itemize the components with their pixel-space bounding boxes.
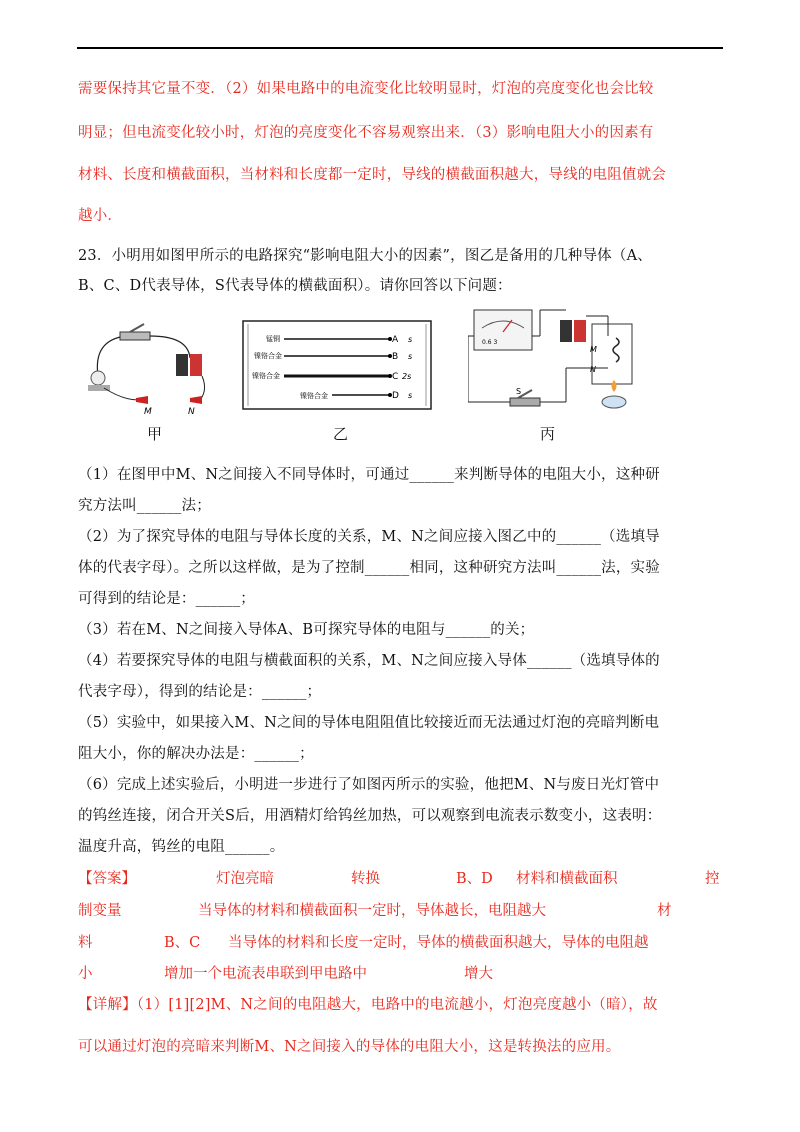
detail-line-1: 【详解】（1）[1][2]M、N之间的电阻越大，电路中的电流越小，灯泡亮度越小（暗），故 bbox=[78, 997, 658, 1013]
wire-C-name: 镍铬合金 bbox=[252, 372, 280, 380]
answer-5a: 控 bbox=[705, 871, 720, 887]
sub-q-line-5: 可得到的结论是：______； bbox=[78, 591, 255, 607]
intro-line-2: 明显；但电流变化较小时，灯泡的亮度变化不容易观察出来．（3）影响电阻大小的因素有 bbox=[78, 125, 654, 141]
wire-C-area: 2s bbox=[402, 372, 412, 381]
figure-jia-label: 甲 bbox=[147, 425, 163, 443]
figure-jia bbox=[78, 318, 218, 418]
answer-7a: 材 bbox=[657, 903, 672, 919]
wire-B-name: 镍铬合金 bbox=[254, 352, 282, 360]
sub-q-line-4: 体的代表字母）。之所以这样做，是为了控制______相同，这种研究方法叫______法，实验 bbox=[78, 560, 660, 576]
wire-A-area: s bbox=[408, 335, 413, 344]
sub-q-line-1: （1）在图甲中M、N之间接入不同导体时，可通过______来判断导体的电阻大小，这种研 bbox=[78, 467, 660, 483]
answer-4: 材料和横截面积 bbox=[516, 871, 618, 887]
wire-D-letter: D bbox=[392, 391, 399, 401]
label-N: N bbox=[188, 407, 195, 417]
answer-9b: 小 bbox=[78, 966, 93, 982]
intro-line-4: 越小． bbox=[78, 208, 123, 224]
wire-A-letter: A bbox=[392, 335, 399, 345]
answer-7b: 料 bbox=[78, 935, 93, 951]
sub-q-line-8: 代表字母），得到的结论是：______； bbox=[78, 684, 322, 700]
figure-yi-label: 乙 bbox=[333, 425, 349, 443]
answer-3: B、D bbox=[456, 871, 493, 887]
intro-line-3: 材料、长度和横截面积，当材料和长度都一定时，导线的横截面积越大，导线的电阻值就会 bbox=[78, 167, 666, 183]
sub-q-line-9: （5）实验中，如果接入M、N之间的导体电阻阻值比较接近而无法通过灯泡的亮暗判断电 bbox=[78, 715, 660, 731]
wire-B-letter: B bbox=[392, 352, 399, 362]
answer-1: 灯泡亮暗 bbox=[216, 871, 274, 887]
sub-q-line-10: 阻大小，你的解决办法是：______； bbox=[78, 746, 314, 762]
wire-B-area: s bbox=[408, 352, 413, 361]
intro-line-1: 需要保持其它量不变．（2）如果电路中的电流变化比较明显时，灯泡的亮度变化也会比较 bbox=[78, 81, 654, 97]
meter-reading: 0.6 3 bbox=[482, 339, 498, 346]
wire-D-name: 镍铬合金 bbox=[300, 392, 328, 400]
sub-q-line-13: 温度升高，钨丝的电阻______。 bbox=[78, 839, 285, 855]
bing-label-M: M bbox=[590, 345, 597, 354]
answer-tag: 【答案】 bbox=[78, 871, 136, 887]
sub-q-line-2: 究方法叫______法； bbox=[78, 498, 211, 514]
label-M: M bbox=[144, 407, 152, 417]
detail-line-2: 可以通过灯泡的亮暗来判断M、N之间接入的导体的电阻大小，这是转换法的应用。 bbox=[78, 1039, 621, 1055]
figure-bing bbox=[468, 306, 638, 412]
sub-q-line-12: 的钨丝连接，闭合开关S后，用酒精灯给钨丝加热，可以观察到电流表示数变小，这表明： bbox=[78, 808, 662, 824]
sub-q-line-11: （6）完成上述实验后，小明进一步进行了如图丙所示的实验，他把M、N与废日光灯管中 bbox=[78, 777, 660, 793]
question-line-2: B、C、D代表导体，S代表导体的横截面积）。请你回答以下问题： bbox=[78, 278, 512, 294]
answer-2: 转换 bbox=[351, 871, 380, 887]
sub-q-line-6: （3）若在M、N之间接入导体A、B可探究导体的电阻与______的关； bbox=[78, 622, 535, 638]
answer-6: 当导体的材料和横截面积一定时，导体越长，电阻越大 bbox=[198, 903, 546, 919]
sub-q-line-7: （4）若要探究导体的电阻与横截面积的关系，M、N之间应接入导体______（选填导体的 bbox=[78, 653, 660, 669]
answer-8: B、C bbox=[164, 935, 201, 951]
figure-bing-label: 丙 bbox=[540, 425, 556, 443]
answer-9: 当导体的材料和长度一定时，导体的横截面积越大，导体的电阻越 bbox=[228, 935, 649, 951]
answer-11: 增大 bbox=[464, 966, 493, 982]
answer-5b: 制变量 bbox=[78, 903, 122, 919]
bing-label-N: N bbox=[590, 365, 596, 374]
sub-q-line-3: （2）为了探究导体的电阻与导体长度的关系，M、N之间应接入图乙中的______（选填导 bbox=[78, 529, 660, 545]
question-line-1: 23．小明用如图甲所示的电路探究“影响电阻大小的因素”，图乙是备用的几种导体（A、 bbox=[78, 248, 652, 264]
answer-10: 增加一个电流表串联到甲电路中 bbox=[164, 966, 367, 982]
header-rule bbox=[77, 47, 723, 49]
wire-A-name: 锰铜 bbox=[266, 335, 280, 343]
switch-label-S: S bbox=[516, 387, 522, 396]
wire-C-letter: C bbox=[392, 372, 399, 382]
wire-D-area: s bbox=[408, 391, 413, 400]
figure-yi bbox=[242, 320, 432, 410]
